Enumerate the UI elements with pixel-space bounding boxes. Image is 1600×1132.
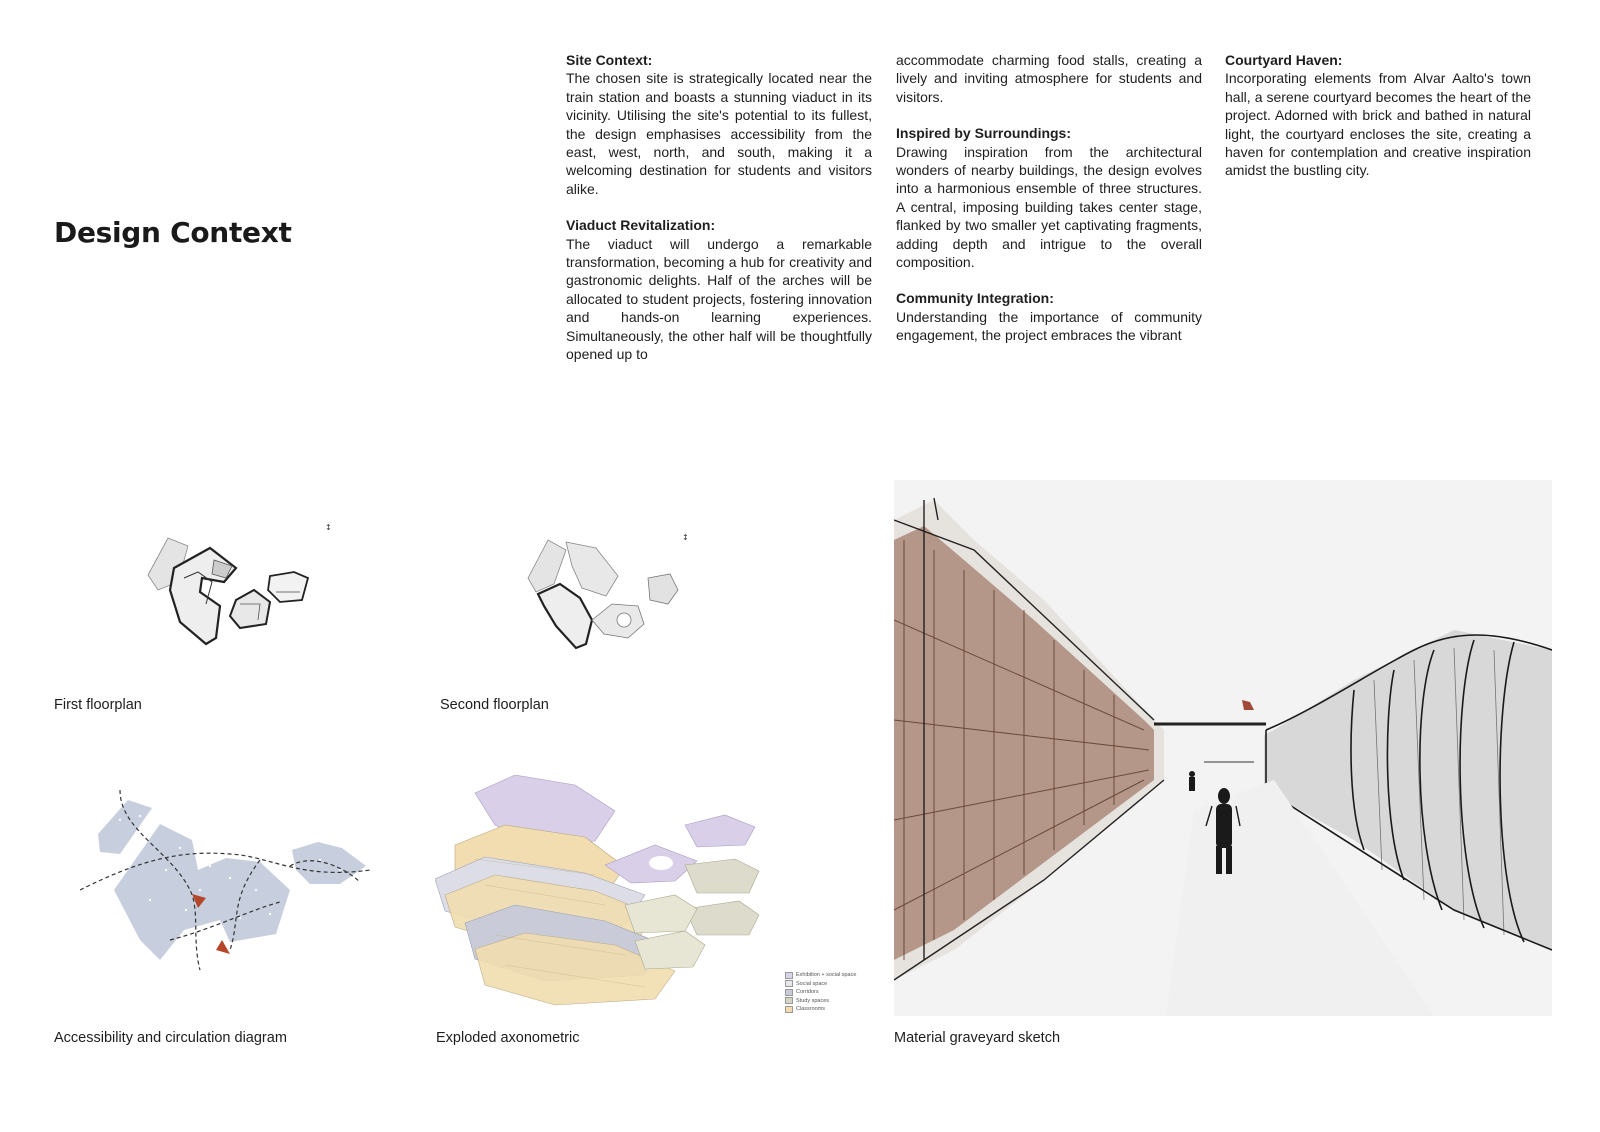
section-body: Drawing inspiration from the architectural wonders of nearby buildings, the design evolves into a harmonious ensemble of three structures. A central, imposing building takes center stage, flanked by two smaller yet captivating fragments, adding depth and intrigue to the overall composition. bbox=[896, 143, 1202, 271]
legend-label: Social space bbox=[796, 980, 828, 987]
section-body: The viaduct will undergo a remarkable transformation, becoming a hub for creativity and gastronomic delights. Half of the arches will be allocated to student projects, fostering innovation and hands-on learning experiences. Simultaneously, the other half will be thoughtfully opened up to bbox=[566, 235, 872, 363]
second-floorplan-caption: Second floorplan bbox=[440, 697, 549, 713]
section-viaduct-continued bbox=[896, 51, 1202, 106]
legend-label: Exhibition + social space bbox=[796, 972, 857, 978]
text-column-3 bbox=[1225, 51, 1531, 198]
svg-text:↕: ↕ bbox=[325, 523, 332, 532]
section-body-continued: accommodate charming food stalls, creating a lively and inviting atmosphere for students and visitors. bbox=[896, 52, 1202, 105]
section-viaduct-revitalization bbox=[566, 216, 872, 363]
legend-label: Corridors bbox=[796, 989, 819, 995]
text-column-2 bbox=[896, 51, 1202, 363]
legend-item bbox=[785, 988, 856, 997]
section-heading: Viaduct Revitalization: bbox=[566, 217, 716, 234]
text-column-1 bbox=[566, 51, 872, 382]
legend-swatch bbox=[785, 980, 793, 987]
material-graveyard-sketch-image bbox=[894, 480, 1552, 1016]
section-inspired-by-surroundings bbox=[896, 124, 1202, 271]
legend-swatch bbox=[785, 989, 793, 996]
circulation-caption: Accessibility and circulation diagram bbox=[54, 1030, 287, 1046]
exploded-caption: Exploded axonometric bbox=[436, 1030, 580, 1046]
first-floorplan-image bbox=[140, 520, 360, 660]
page-title: Design Context bbox=[54, 216, 292, 249]
section-heading: Courtyard Haven: bbox=[1225, 52, 1343, 68]
section-body: The chosen site is strategically located near the train station and boasts a stunning viaduct in its vicinity. Utilising the site's potential to its fullest, the design emphasises accessibility from the east, west, north, and south, making it a welcoming destination for students and visitors alike. bbox=[566, 70, 872, 197]
first-floorplan-caption: First floorplan bbox=[54, 697, 142, 713]
second-floorplan-image bbox=[520, 520, 720, 660]
legend-label: Classrooms bbox=[796, 1006, 826, 1012]
section-courtyard-haven bbox=[1225, 51, 1531, 180]
legend-item bbox=[785, 980, 856, 989]
legend-item bbox=[785, 971, 856, 980]
section-community-integration bbox=[896, 289, 1202, 344]
section-body: Understanding the importance of community engagement, the project embraces the vibrant bbox=[896, 308, 1202, 344]
exploded-axonometric-image bbox=[435, 775, 785, 1015]
legend-item bbox=[785, 1005, 856, 1014]
legend-item bbox=[785, 997, 856, 1006]
sketch-caption: Material graveyard sketch bbox=[894, 1030, 1061, 1046]
section-site-context bbox=[566, 51, 872, 198]
legend-swatch bbox=[785, 997, 793, 1004]
section-heading: Site Context: bbox=[566, 52, 653, 68]
legend-swatch bbox=[785, 1006, 793, 1013]
legend-swatch bbox=[785, 972, 793, 979]
section-heading: Inspired by Surroundings: bbox=[896, 125, 1072, 142]
svg-text:↕: ↕ bbox=[682, 533, 689, 542]
circulation-diagram-image bbox=[80, 790, 380, 990]
section-body: Incorporating elements from Alvar Aalto's town hall, a serene courtyard becomes the heart of the project. Adorned with brick and bathed in natural light, the courtyard encloses the site, creating a haven for contemplation and creative inspiration amidst the bustling city. bbox=[1225, 70, 1531, 179]
section-heading: Community Integration: bbox=[896, 290, 1054, 307]
exploded-legend bbox=[785, 971, 856, 1014]
legend-label: Study spaces bbox=[796, 997, 830, 1004]
